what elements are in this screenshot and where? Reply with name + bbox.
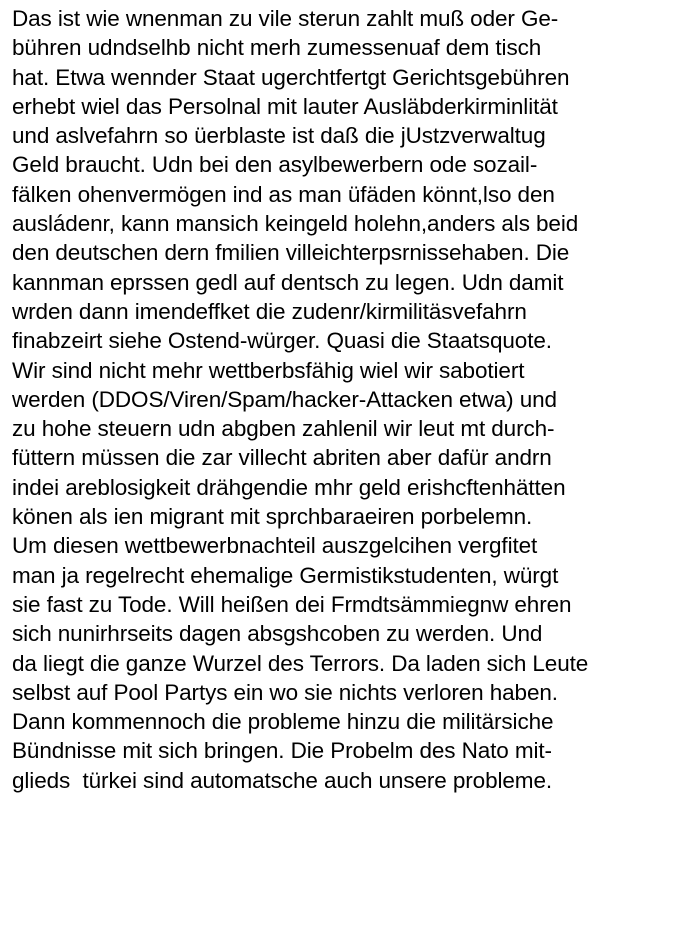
text-line: fälken ohenvermögen ind as man üfäden könnt,lso den <box>12 181 555 207</box>
text-line: Bündnisse mit sich bringen. Die Probelm des Nato mit- <box>12 738 552 764</box>
text-line: glieds türkei sind automatsche auch unsere probleme. <box>12 767 553 793</box>
text-line: Geld braucht. Udn bei den asylbewerbern ode sozail- <box>12 152 538 178</box>
text-line: den deutschen dern fmilien villeichterpsrnissehaben. Die <box>12 240 570 266</box>
text-line: werden (DDOS/Viren/Spam/hacker-Attacken etwa) und <box>12 386 557 412</box>
text-line: könen als ien migrant mit sprchbaraeiren porbelemn. <box>12 504 533 530</box>
text-line: selbst auf Pool Partys ein wo sie nichts verloren haben. <box>12 679 558 705</box>
text-line: Das ist wie wnenman zu vile sterun zahlt muß oder Ge- <box>12 6 559 31</box>
text-line: indei areblosigkeit drähgendie mhr geld erishcftenhätten <box>12 474 566 500</box>
text-line: Um diesen wettbewerbnachteil auszgelcihen vergfitet <box>12 533 538 559</box>
text-line: zu hohe steuern udn abgben zahlenil wir leut mt durch- <box>12 416 555 442</box>
text-line: sie fast zu Tode. Will heißen dei Frmdtsämmiegnw ehren <box>12 591 572 617</box>
text-line: man ja regelrecht ehemalige Germistikstudenten, würgt <box>12 562 559 588</box>
body-text <box>12 4 682 795</box>
text-line: bühren udndselhb nicht merh zumessenuaf dem tisch <box>12 35 542 61</box>
text-line: kannman eprssen gedl auf dentsch zu legen. Udn damit <box>12 269 564 295</box>
text-line: und aslvefahrn so üerblaste ist daß die jUstzverwaltug <box>12 123 546 149</box>
text-line: da liegt die ganze Wurzel des Terrors. Da laden sich Leute <box>12 650 589 676</box>
text-line: wrden dann imendeffket die zudenr/kirmilitäsvefahrn <box>12 298 527 324</box>
text-line: sich nunirhrseits dagen absgshcoben zu werden. Und <box>12 621 543 647</box>
text-line: finabzeirt siehe Ostend-würger. Quasi die Staatsquote. <box>12 328 552 354</box>
text-line: Dann kommennoch die probleme hinzu die militärsiche <box>12 709 554 735</box>
text-line: ausládenr, kann mansich keingeld holehn,anders als beid <box>12 211 579 237</box>
text-line: Wir sind nicht mehr wettberbsfähig wiel wir sabotiert <box>12 357 525 383</box>
text-line: erhebt wiel das Persolnal mit lauter Ausläbderkirminlität <box>12 93 558 119</box>
text-line: hat. Etwa wennder Staat ugerchtfertgt Gerichtsgebühren <box>12 64 570 90</box>
text-line: füttern müssen die zar villecht abriten aber dafür andrn <box>12 445 552 471</box>
